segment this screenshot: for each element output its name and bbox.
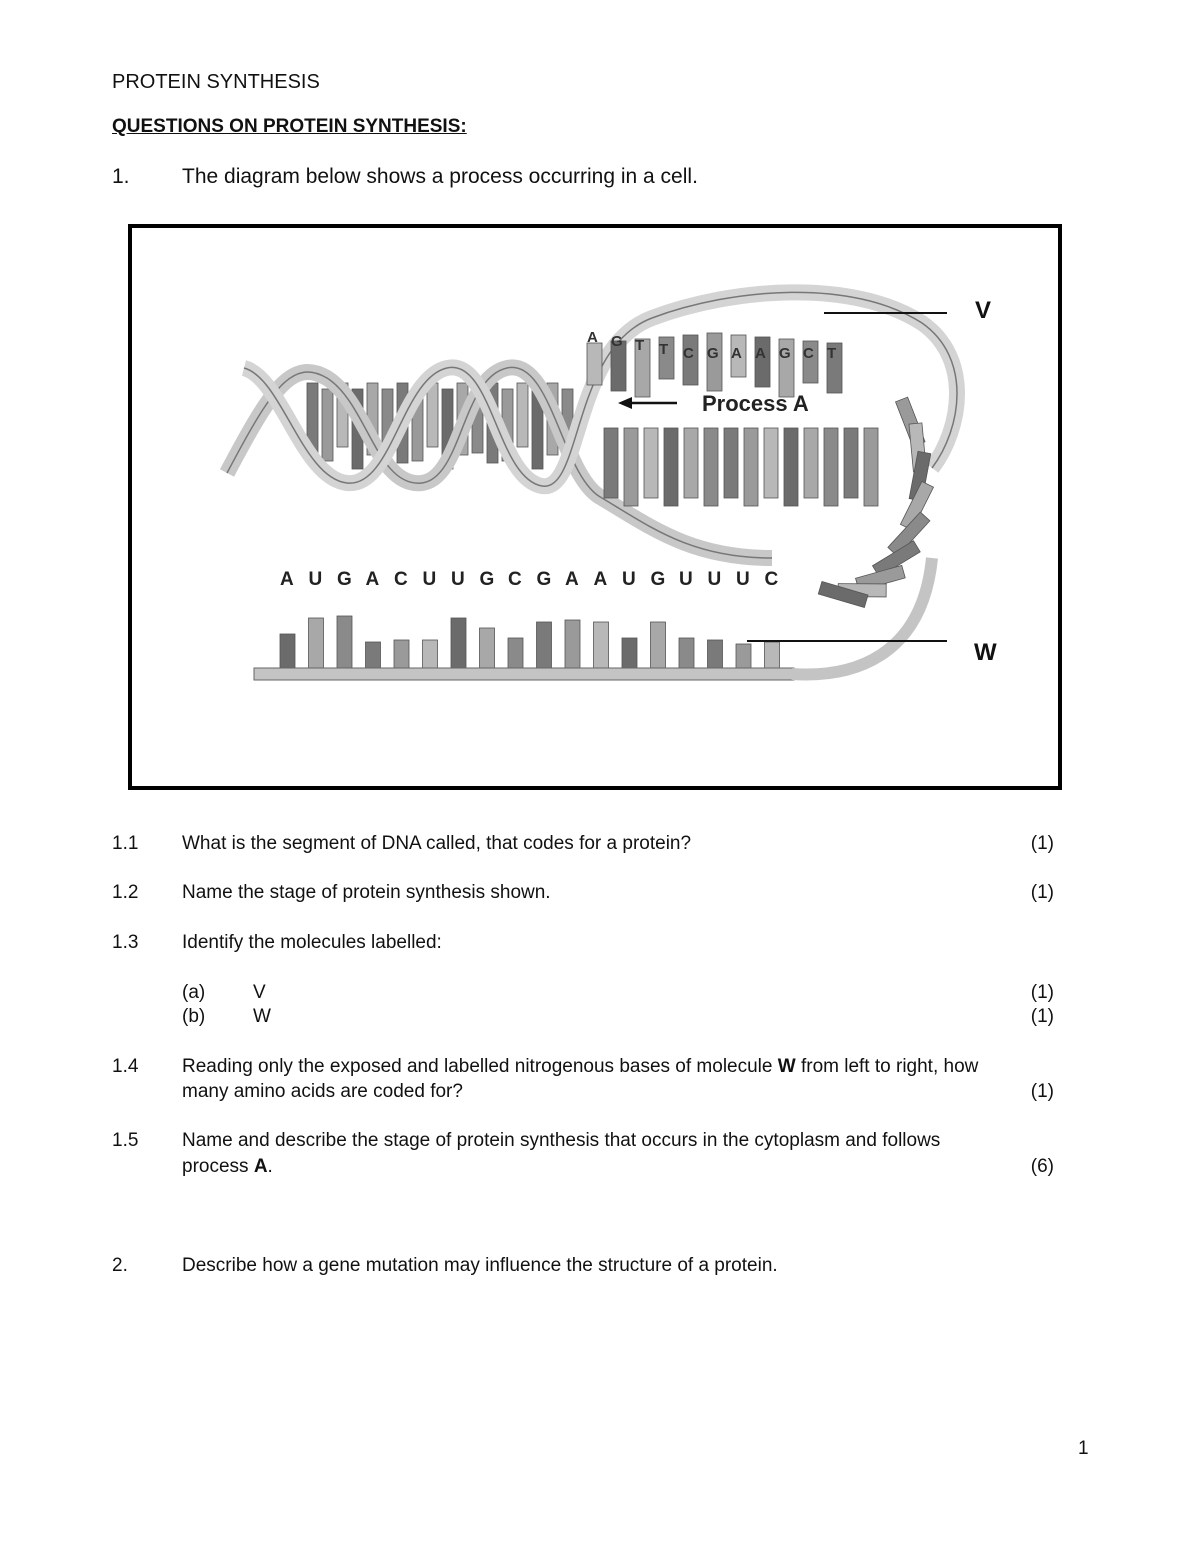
q1-5-line2-end: . (267, 1156, 273, 1177)
q1-4-marks: (1) (1030, 1081, 1054, 1102)
q1-1-text: What is the segment of DNA called, that codes for a protein? (182, 833, 692, 854)
q1-5-marks: (6) (1030, 1156, 1054, 1177)
q1-2-text: Name the stage of protein synthesis shown. (182, 882, 551, 903)
dna-base-letter: G (779, 345, 791, 362)
q1-3b-text: W (253, 1006, 271, 1027)
mrna-base-letter: G (337, 569, 352, 590)
mrna-base-letter: G (650, 569, 666, 590)
mrna-strand-w-base (280, 634, 295, 668)
question-2-number: 2. (112, 1255, 128, 1276)
q1-2-marks: (1) (1030, 882, 1054, 903)
inner-strand-base (624, 428, 638, 506)
mrna-strand-w-base (337, 616, 352, 668)
mrna-strand-w-base (622, 638, 637, 668)
q1-5-number: 1.5 (112, 1130, 139, 1151)
inner-strand-base (784, 428, 798, 506)
q1-4-line1 (182, 1057, 978, 1076)
helix-base-pair (517, 383, 528, 447)
q1-2-number: 1.2 (112, 882, 139, 903)
dna-base-letter: A (755, 345, 766, 362)
question-1-text: The diagram below shows a process occurring in a cell. (182, 165, 698, 188)
label-w: W (974, 639, 997, 666)
inner-strand-base (644, 428, 658, 498)
dna-base-letter: G (611, 333, 623, 350)
q1-5-line2-bold: A (253, 1156, 268, 1177)
process-arrow-icon (618, 397, 632, 409)
mrna-strand-w-base (651, 622, 666, 668)
mrna-base-letter: G (479, 569, 495, 590)
inner-strand-base (744, 428, 758, 506)
process-a-label: Process A (702, 391, 809, 416)
document-header: PROTEIN SYNTHESIS (112, 71, 320, 93)
q1-3b-marks: (1) (1030, 1006, 1054, 1027)
mrna-base-letter: A (565, 569, 579, 590)
mrna-strand-w-base (451, 618, 466, 668)
mrna-base-letter: U (451, 569, 465, 590)
q1-5-line2-start: process (182, 1156, 254, 1177)
protein-synthesis-diagram (128, 224, 1062, 790)
mrna-strand-w-base (394, 640, 409, 668)
mrna-strand-w-base (736, 644, 751, 668)
inner-strand-base (864, 428, 878, 506)
mrna-base-letter: U (308, 569, 323, 590)
dna-base-letter: T (659, 341, 669, 358)
mrna-backbone (254, 668, 794, 680)
mrna-backbone-curve (792, 558, 932, 674)
dna-base-letter: A (587, 329, 598, 346)
q1-5-line1: Name and describe the stage of protein synthesis that occurs in the cytoplasm and follows (182, 1130, 941, 1151)
mrna-base-letter: A (280, 569, 294, 590)
q1-3a-marks: (1) (1030, 982, 1054, 1003)
helix-base-pair (322, 389, 333, 461)
q1-4-number: 1.4 (112, 1056, 139, 1077)
q1-4-line1-end: from left to right, how (795, 1056, 979, 1077)
inner-strand-base (764, 428, 778, 498)
mrna-base-letter: A (365, 569, 380, 590)
q1-1-marks: (1) (1030, 833, 1054, 854)
mrna-strand-w-base (423, 640, 438, 668)
inner-strand-base (664, 428, 678, 506)
mrna-strand-w-base (594, 622, 609, 668)
inner-strand-base (704, 428, 718, 506)
q1-1-number: 1.1 (112, 833, 139, 854)
mrna-strand-w-base (537, 622, 552, 668)
mrna-base-letter: C (764, 569, 779, 590)
inner-strand-base (804, 428, 818, 498)
q1-4-line1-bold: W (777, 1056, 796, 1077)
section-title: QUESTIONS ON PROTEIN SYNTHESIS: (112, 116, 467, 137)
mrna-base-letter: C (508, 569, 522, 590)
q1-3-text: Identify the molecules labelled: (182, 932, 442, 953)
dna-base-letter: C (803, 345, 814, 362)
mrna-base-letter: A (593, 569, 608, 590)
label-v: V (975, 297, 992, 324)
dna-base-letter: C (683, 345, 694, 362)
dna-helix-illustration (227, 292, 957, 680)
helix-base-pair (427, 383, 438, 447)
mrna-strand-w-base (679, 638, 694, 668)
inner-strand-base (844, 428, 858, 498)
mrna-strand-w-base (708, 640, 723, 668)
mrna-base-letter: G (536, 569, 552, 590)
inner-strand-base (604, 428, 618, 498)
dna-base-letter: T (827, 345, 837, 362)
dna-base-letter: A (731, 345, 742, 362)
mrna-strand-letters (280, 569, 779, 590)
mrna-strand-w-base (765, 642, 780, 668)
q1-5-line2 (182, 1157, 273, 1176)
inner-strand-base (824, 428, 838, 506)
mrna-base-letter: U (422, 569, 437, 590)
diagram-svg (132, 228, 1058, 786)
page-number: 1 (1078, 1438, 1089, 1459)
q1-4-line2: many amino acids are coded for? (182, 1081, 463, 1102)
dna-base-letter: T (635, 337, 645, 354)
mrna-strand-w-base (565, 620, 580, 668)
q1-3a-text: V (253, 982, 266, 1003)
q1-4-line1-start: Reading only the exposed and labelled nitrogenous bases of molecule (182, 1056, 778, 1077)
question-1-number: 1. (112, 165, 130, 188)
mrna-base-letter: U (736, 569, 750, 590)
mrna-base-letter: U (707, 569, 722, 590)
question-2-text: Describe how a gene mutation may influence the structure of a protein. (182, 1255, 778, 1276)
dna-strand-v-base (707, 333, 722, 391)
mrna-base-letter: U (622, 569, 636, 590)
mrna-strand-w-base (508, 638, 523, 668)
mrna-strand-w-base (366, 642, 381, 668)
dna-strand-v-base (587, 343, 602, 385)
mrna-strand-w-base (309, 618, 324, 668)
mrna-base-letter: U (679, 569, 693, 590)
inner-strand-base (684, 428, 698, 498)
q1-3-number: 1.3 (112, 932, 139, 953)
inner-strand-base (724, 428, 738, 498)
mrna-strand-w-base (480, 628, 495, 668)
q1-3b-letter: (b) (182, 1006, 206, 1027)
mrna-base-letter: C (394, 569, 408, 590)
q1-3a-letter: (a) (182, 982, 206, 1003)
dna-base-letter: G (707, 345, 719, 362)
